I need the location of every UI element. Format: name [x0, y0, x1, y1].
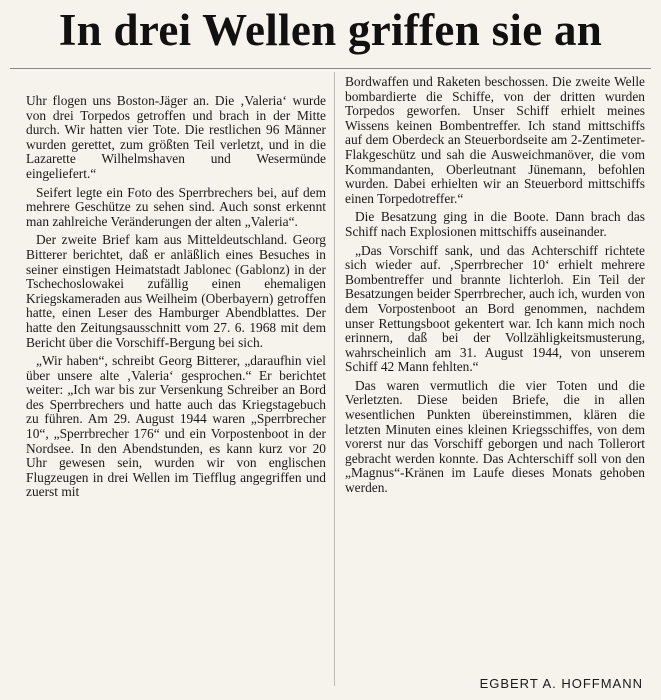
paragraph: Bordwaffen und Raketen beschossen. Die zweite Welle bombardierte die Schiffe, von der dritten wurden Torpedos geworfen. Unser Schiff erhielt meines Wissens keinen Bombentreffer. Ich stand mittschiffs auf dem Oberdeck an Steuerbordseite am 2-Zentimeter-Flakgeschütz und sah die Ausweichmanöver, die vom Kommandanten, Oberleutnant Jünemann, befohlen wurden. Dabei erhielten wir an Steuerbord mittschiffs einen Torpedotreffer.“ — [345, 74, 645, 206]
paragraph: „Das Vorschiff sank, und das Achterschiff richtete sich wieder auf. ‚Sperrbrecher 10‘ erhielt mehrere Bombentreffer und brannte lichterloh. Ein Teil der Besatzungen beider Sperrbrecher, auch ich, wurden von dem Vorpostenboot an Bord genommen, nachdem unser Rettungsboot gekentert war. Ich kann mich noch erinnern, daß bei der Vollzähligkeitsmusterung, wahrscheinlich am 31. August 1944, von unserem Schiff 42 Mann fehlten.“ — [345, 242, 645, 375]
headline-rule — [10, 68, 651, 69]
byline: EGBERT A. HOFFMANN — [479, 676, 643, 691]
paragraph: Uhr flogen uns Boston-Jäger an. Die ‚Valeria‘ wurde von drei Torpedos getroffen und brach in der Mitte durch. Wir hatten vier Tote. Die restlichen 96 Männer wurden gerettet, zum größten Teil verletzt, und in die Lazarette Wilhelmshaven und Wesermünde eingeliefert.“ — [26, 93, 326, 181]
right-column — [345, 75, 645, 500]
paragraph: Das waren vermutlich die vier Toten und die Verletzten. Diese beiden Briefe, die in allen wesentlichen Punkten übereinstimmen, klären die letzten Minuten eines kleinen Kriegsschiffes, von dem vorerst nur das Vorschiff geborgen und nach Tollerort gebracht werden konnte. Das Achterschiff soll von den „Magnus“-Kränen im Laufe dieses Monats gehoben werden. — [345, 377, 645, 496]
headline: In drei Wellen griffen sie an — [58, 5, 603, 55]
left-column — [26, 94, 326, 504]
paragraph: Seifert legte ein Foto des Sperrbrechers bei, auf dem mehrere Geschütze zu sehen sind. Auch sonst erkennt man zahlreiche Veränderungen der alten „Valeria“. — [26, 184, 326, 229]
paragraph: Der zweite Brief kam aus Mitteldeutschland. Georg Bitterer berichtet, daß er anläßlich eines Besuches in seiner einstigen Heimatstadt Jablonec (Gablonz) in der Tschechoslowakei zufällig einen ehemaligen Kriegskameraden aus Weilheim (Oberbayern) getroffen hatte, einen Leser des Hamburger Abendblattes. Der hatte den Zeitungsausschnitt vom 27. 6. 1968 mit dem Bericht über die Vorschiff-Bergung bei sich. — [26, 232, 326, 350]
paragraph: Die Besatzung ging in die Boote. Dann brach das Schiff nach Explosionen mittschiffs auseinander. — [345, 209, 645, 239]
paragraph: „Wir haben“, schreibt Georg Bitterer, „daraufhin viel über unsere alte ‚Valeria‘ gesprochen.“ Er berichtet weiter: „Ich war bis zur Versenkung Schreiber an Bord des Sperrbrechers und hatte auch das Kriegstagebuch zu führen. Am 29. August 1944 waren „Sperrbrecher 10“, „Sperrbrecher 176“ und ein Vorpostenboot in der Nordsee. In den Abendstunden, es kann kurz vor 20 Uhr gewesen sein, wurden wir von englischen Flugzeugen in drei Wellen im Tiefflug angegriffen und zuerst mit — [26, 353, 326, 500]
column-divider — [334, 72, 335, 686]
